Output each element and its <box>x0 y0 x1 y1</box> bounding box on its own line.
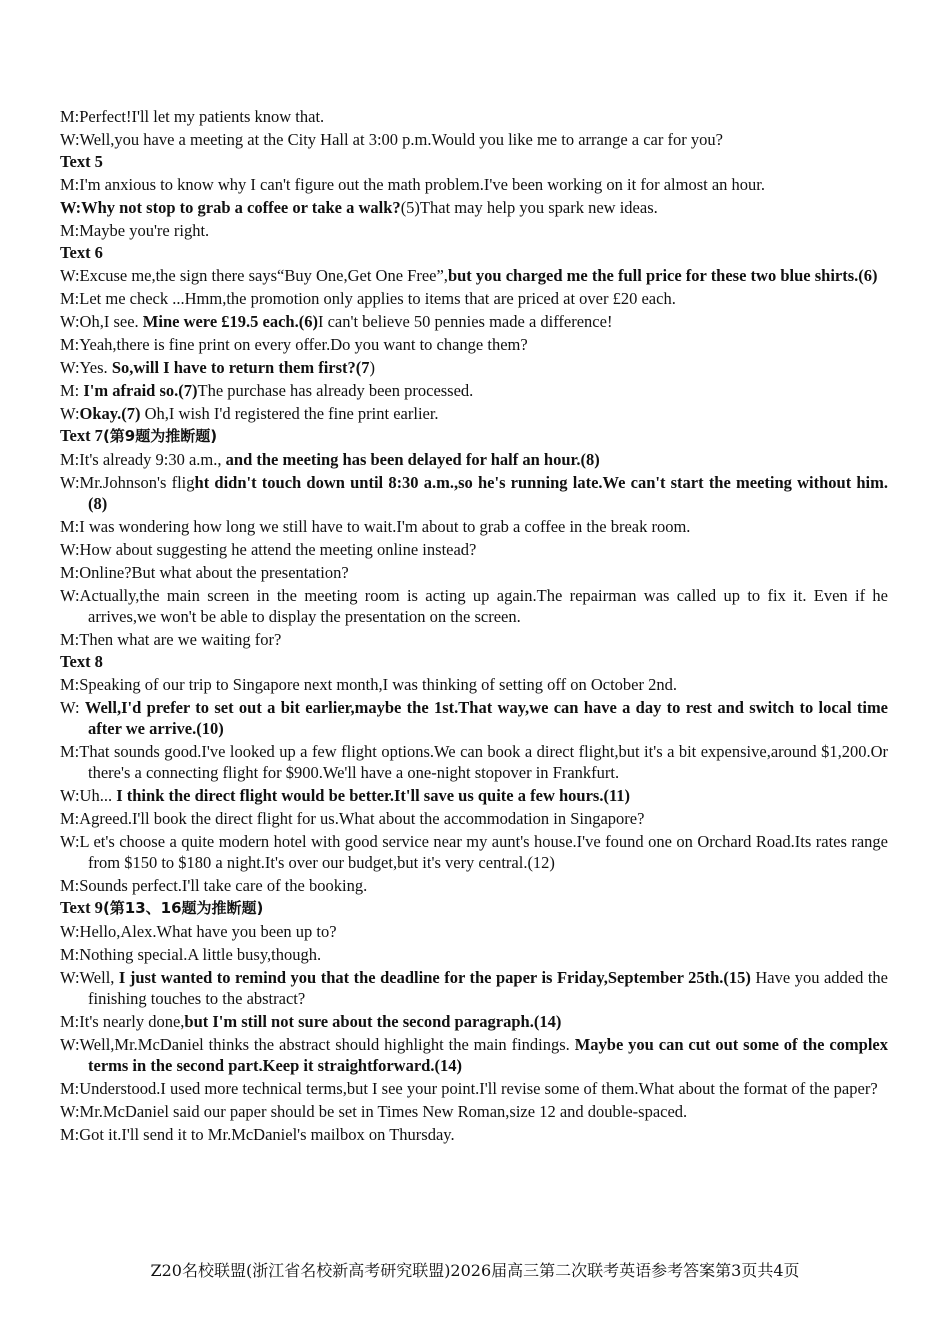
line-text: (第13、16题为推断题) <box>102 899 264 917</box>
dialogue-line <box>60 357 888 378</box>
line-text: M:I was wondering how long we still have to wait.I'm about to grab a coffee in the break room. <box>60 517 691 536</box>
line-text: M:Speaking of our trip to Singapore next month,I was thinking of setting off on October 2nd. <box>60 675 677 694</box>
transcript-body <box>60 104 888 1145</box>
dialogue-line <box>60 1034 888 1076</box>
dialogue-line <box>60 334 888 355</box>
dialogue-line <box>60 785 888 806</box>
line-text: W:L et's choose a quite modern hotel with good service near my aunt's house.I've found one on Orchard Road.Its rates range from $150 to $180 a night.It's over our budget,but it's very central.(12) <box>60 832 888 872</box>
line-text: W:Well,Mr.McDaniel thinks the abstract should highlight the main findings. <box>60 1035 575 1054</box>
line-text: W:Mr.Johnson's flig <box>60 473 195 492</box>
line-text: Text 8 <box>60 652 103 671</box>
line-text: Have you added the finishing touches to the abstract? <box>88 968 888 1008</box>
line-text: M:Perfect!I'll let my patients know that. <box>60 107 325 126</box>
line-text: W:Well,you have a meeting at the City Hall at 3:00 p.m.Would you like me to arrange a car for you? <box>60 130 723 149</box>
answer-highlight: So,will I have to return them first?(7 <box>111 358 370 377</box>
dialogue-line <box>60 380 888 401</box>
dialogue-line <box>60 220 888 241</box>
answer-highlight: W:Why not stop to grab a coffee or take a walk? <box>60 198 401 217</box>
line-text: M:Then what are we waiting for? <box>60 630 282 649</box>
line-text: W: <box>60 698 85 717</box>
answer-highlight: Maybe you can cut out some of the complex terms in the second part.Keep it straightforward.(14) <box>88 1035 889 1075</box>
line-text: Text 9 <box>60 898 103 917</box>
line-text: W:Excuse me,the sign there says“Buy One,Get One Free”, <box>60 266 448 285</box>
line-text: M:It's already 9:30 a.m., <box>60 450 226 469</box>
dialogue-line <box>60 1124 888 1145</box>
dialogue-line <box>60 265 888 286</box>
page-footer: Z20名校联盟(浙江省名校新高考研究联盟)2026届高三第二次联考英语参考答案第3页共4页 <box>150 1261 800 1280</box>
answer-highlight: ht didn't touch down until 8:30 a.m.,so he's running late.We can't start the meeting without him.(8) <box>88 473 889 513</box>
dialogue-line <box>60 449 888 470</box>
dialogue-line <box>60 288 888 309</box>
line-text: Text 5 <box>60 152 103 171</box>
section-heading <box>60 151 888 172</box>
dialogue-line <box>60 741 888 783</box>
line-text: (第9题为推断题) <box>102 427 218 445</box>
line-text: (5)That may help you spark new ideas. <box>400 198 658 217</box>
dialogue-line <box>60 831 888 873</box>
answer-highlight: Mine were £19.5 each.(6) <box>142 312 318 331</box>
line-text: W:Oh,I see. <box>60 312 143 331</box>
dialogue-line <box>60 472 888 514</box>
answer-highlight: but I'm still not sure about the second paragraph.(14) <box>184 1012 562 1031</box>
dialogue-line <box>60 129 888 150</box>
answer-highlight: but you charged me the full price for these two blue shirts.(6) <box>447 266 878 285</box>
line-text: M:Yeah,there is fine print on every offer.Do you want to change them? <box>60 335 528 354</box>
line-text: M: <box>60 381 84 400</box>
line-text: Oh,I wish I'd registered the fine print earlier. <box>140 404 439 423</box>
dialogue-line <box>60 311 888 332</box>
dialogue-line <box>60 944 888 965</box>
dialogue-line <box>60 1078 888 1099</box>
dialogue-line <box>60 875 888 896</box>
line-text: M:Understood.I used more technical terms,but I see your point.I'll revise some of them.What about the format of the paper? <box>60 1079 878 1098</box>
dialogue-line <box>60 174 888 195</box>
line-text: M:It's nearly done, <box>60 1012 185 1031</box>
section-heading <box>60 425 888 447</box>
line-text: M:Let me check ...Hmm,the promotion only applies to items that are priced at over £20 each. <box>60 289 676 308</box>
line-text: W:Uh... <box>60 786 117 805</box>
answer-highlight: I think the direct flight would be better.It'll save us quite a few hours.(11) <box>116 786 631 805</box>
dialogue-line <box>60 562 888 583</box>
dialogue-line <box>60 106 888 127</box>
line-text: W:Well, <box>60 968 119 987</box>
dialogue-line <box>60 1011 888 1032</box>
line-text: M:Online?But what about the presentation? <box>60 563 349 582</box>
line-text: M:Sounds perfect.I'll take care of the booking. <box>60 876 368 895</box>
answer-highlight: and the meeting has been delayed for half an hour.(8) <box>225 450 600 469</box>
answer-highlight: I just wanted to remind you that the deadline for the paper is Friday,September 25th.(15) <box>118 968 751 987</box>
dialogue-line <box>60 967 888 1009</box>
dialogue-line <box>60 674 888 695</box>
dialogue-line <box>60 629 888 650</box>
line-text: M:Agreed.I'll book the direct flight for us.What about the accommodation in Singapore? <box>60 809 645 828</box>
line-text: W:Yes. <box>60 358 112 377</box>
line-text: ) <box>369 358 376 377</box>
dialogue-line <box>60 516 888 537</box>
section-heading <box>60 651 888 672</box>
line-text: M:Maybe you're right. <box>60 221 210 240</box>
answer-highlight: Well,I'd prefer to set out a bit earlier,maybe the 1st.That way,we can have a day to rest and switch to local time after we arrive.(10) <box>84 698 889 738</box>
answer-highlight: I'm afraid so.(7) <box>83 381 198 400</box>
dialogue-line <box>60 921 888 942</box>
section-heading <box>60 897 888 919</box>
line-text: The purchase has already been processed. <box>197 381 474 400</box>
line-text: M:That sounds good.I've looked up a few flight options.We can book a direct flight,but it's a bit expensive,around $1,200.Or there's a connecting flight for $900.We'll have a one-night stopover in Frankfurt. <box>60 742 888 782</box>
dialogue-line <box>60 697 888 739</box>
line-text: M:Got it.I'll send it to Mr.McDaniel's mailbox on Thursday. <box>60 1125 455 1144</box>
dialogue-line <box>60 539 888 560</box>
section-heading <box>60 242 888 263</box>
line-text: W: <box>60 404 80 423</box>
dialogue-line <box>60 585 888 627</box>
line-text: W:How about suggesting he attend the meeting online instead? <box>60 540 477 559</box>
line-text: M:I'm anxious to know why I can't figure out the math problem.I've been working on it for almost an hour. <box>60 175 765 194</box>
line-text: Text 6 <box>60 243 103 262</box>
line-text: W:Actually,the main screen in the meeting room is acting up again.The repairman was called up to fix it. Even if he arrives,we won't be able to display the presentation on the screen. <box>60 586 888 626</box>
line-text: I can't believe 50 pennies made a difference! <box>317 312 613 331</box>
line-text: W:Mr.McDaniel said our paper should be set in Times New Roman,size 12 and double-spaced. <box>60 1102 688 1121</box>
dialogue-line <box>60 1101 888 1122</box>
dialogue-line <box>60 808 888 829</box>
line-text: M:Nothing special.A little busy,though. <box>60 945 322 964</box>
answer-highlight: Okay.(7) <box>79 404 141 423</box>
line-text: W:Hello,Alex.What have you been up to? <box>60 922 337 941</box>
dialogue-line <box>60 403 888 424</box>
line-text: Text 7 <box>60 426 103 445</box>
dialogue-line <box>60 197 888 218</box>
